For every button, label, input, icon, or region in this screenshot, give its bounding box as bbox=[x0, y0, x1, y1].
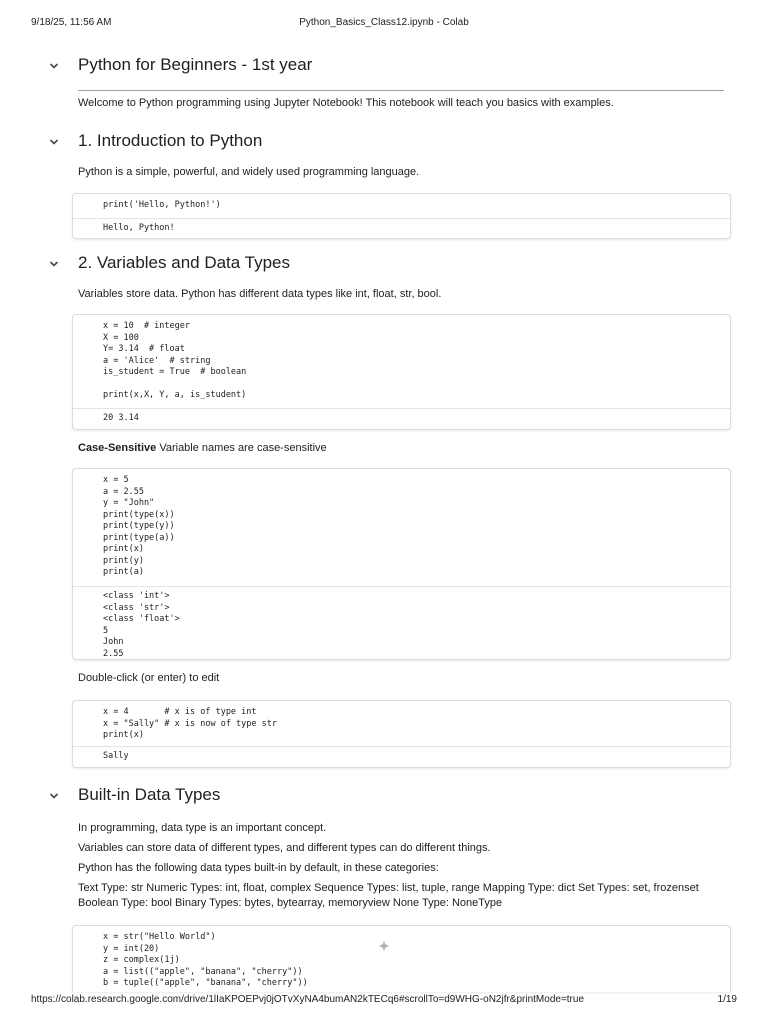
variables-text: Variables store data. Python has different data types like int, float, str, bool. bbox=[78, 288, 442, 300]
print-footer bbox=[31, 994, 737, 1008]
code-cell-variables[interactable] bbox=[72, 314, 731, 430]
introduction-text: Python is a simple, powerful, and widely used programming language. bbox=[78, 166, 420, 178]
code-input[interactable]: x = 10 # integer X = 100 Y= 3.14 # float a = 'Alice' # string is_student = True # boolean print(x,X, Y, a, is_student) bbox=[103, 321, 247, 400]
builtin-p4: Text Type: str Numeric Types: int, float, complex Sequence Types: list, tuple, range Mapping Type: dict Set Types: set, frozenset Boolean Type: bool Binary Types: bytes, bytearray, memoryview None Type: NoneType bbox=[78, 882, 699, 909]
section-builtin-row bbox=[0, 781, 768, 811]
section-heading: 2. Variables and Data Types bbox=[78, 253, 291, 272]
section-heading: Built-in Data Types bbox=[78, 785, 221, 804]
code-output: Hello, Python! bbox=[103, 223, 175, 233]
code-output: 20 3.14 bbox=[103, 413, 139, 423]
section-heading: 1. Introduction to Python bbox=[78, 131, 263, 150]
notebook-title: Python for Beginners - 1st year bbox=[78, 55, 313, 74]
welcome-text: Welcome to Python programming using Jupyter Notebook! This notebook will teach you basics with examples. bbox=[78, 97, 614, 109]
code-input[interactable]: x = str("Hello World") y = int(20) z = complex(1j) a = list(("apple", "banana", "cherry")) b = tuple(("apple", "banana", "cherry")) bbox=[103, 932, 308, 988]
code-cell-types[interactable] bbox=[72, 468, 731, 660]
code-input[interactable]: print('Hello, Python!') bbox=[103, 200, 221, 210]
chevron-down-icon[interactable] bbox=[47, 135, 61, 149]
chevron-down-icon[interactable] bbox=[47, 59, 61, 73]
case-sensitive-description: Variable names are case-sensitive bbox=[156, 442, 327, 454]
section-title-row bbox=[0, 51, 768, 81]
section-variables-row bbox=[0, 249, 768, 279]
title-divider bbox=[78, 90, 724, 91]
code-input[interactable]: x = 5 a = 2.55 y = "John" print(type(x)) print(type(y)) print(type(a)) print(x) print(y) print(a) bbox=[103, 475, 175, 577]
sparkle-icon[interactable] bbox=[377, 939, 391, 953]
case-sensitive-label: Case-Sensitive bbox=[78, 442, 157, 454]
code-cell-hello[interactable] bbox=[72, 193, 731, 239]
case-sensitive-text bbox=[78, 441, 728, 456]
print-date: 9/18/25, 11:56 AM bbox=[31, 17, 112, 28]
builtin-p3: Python has the following data types built-in by default, in these categories: bbox=[78, 862, 439, 874]
chevron-down-icon[interactable] bbox=[47, 789, 61, 803]
double-click-text[interactable]: Double-click (or enter) to edit bbox=[78, 672, 220, 684]
code-cell-builtin[interactable] bbox=[72, 925, 731, 992]
page-number: 1/19 bbox=[717, 994, 737, 1005]
code-cell-sally[interactable] bbox=[72, 700, 731, 768]
code-input[interactable]: x = 4 # x is of type int x = "Sally" # x is now of type str print(x) bbox=[103, 707, 277, 740]
section-introduction-row bbox=[0, 127, 768, 157]
chevron-down-icon[interactable] bbox=[47, 257, 61, 271]
builtin-p1: In programming, data type is an important concept. bbox=[78, 822, 327, 834]
print-header bbox=[31, 17, 737, 31]
print-url: https://colab.research.google.com/drive/1lIaKPOEPvj0jOTvXyNA4bumAN2kTECq6#scrollTo=d9WHG-oN2jfr&printMode=true bbox=[31, 994, 585, 1005]
code-output: Sally bbox=[103, 751, 129, 761]
print-title: Python_Basics_Class12.ipynb - Colab bbox=[299, 17, 469, 28]
builtin-p2: Variables can store data of different types, and different types can do different things. bbox=[78, 842, 491, 854]
code-output: <class 'int'> <class 'str'> <class 'float'> 5 John 2.55 bbox=[103, 591, 180, 659]
